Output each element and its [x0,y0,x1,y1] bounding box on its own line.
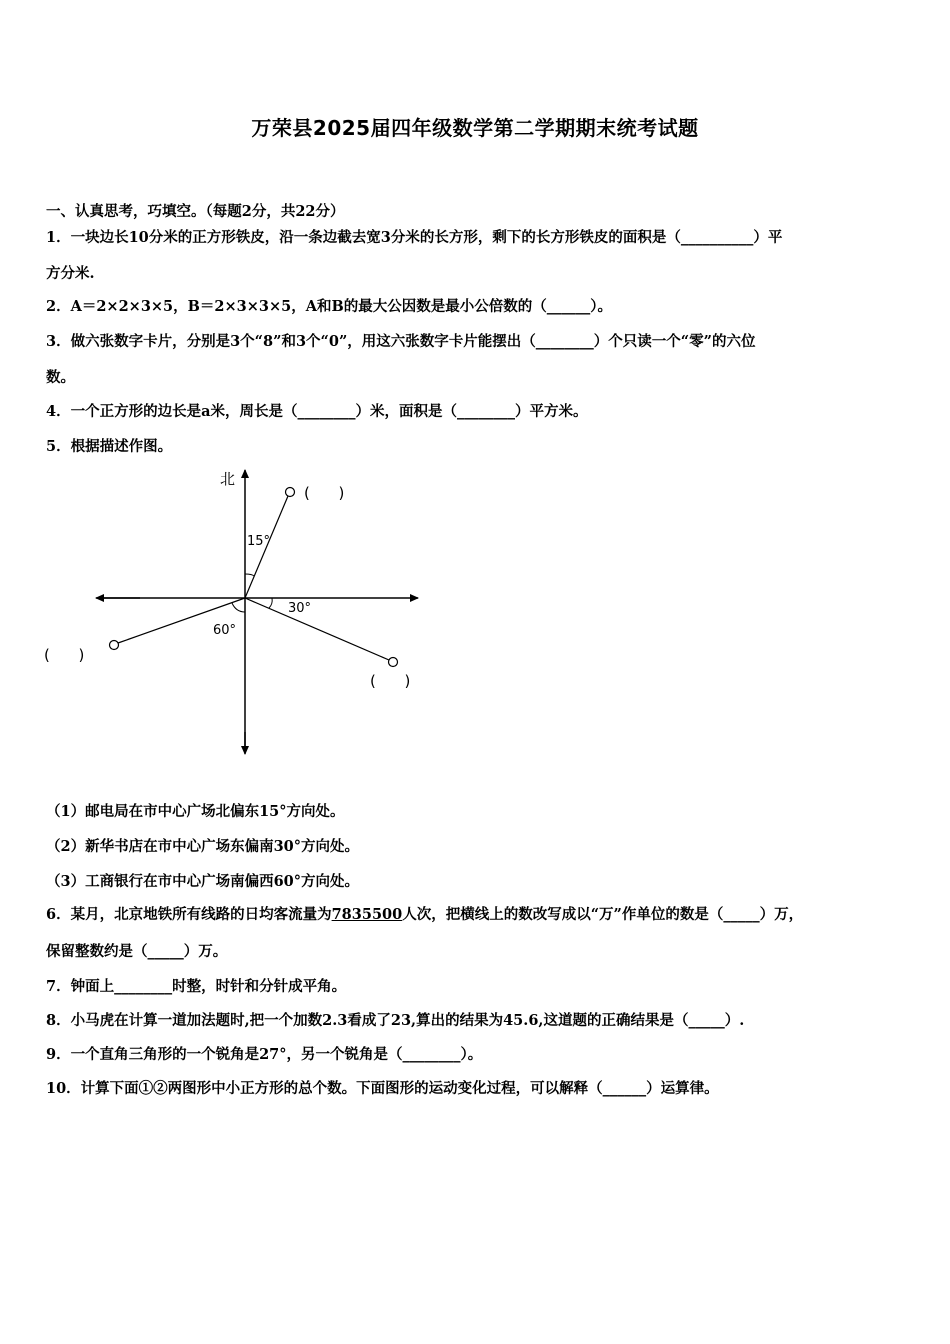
question-7: 7．钟面上________时整，时针和分针成平角。 [46,978,347,995]
question-1-line-1: 1．一块边长10分米的正方形铁皮，沿一条边截去宽3分米的长方形，剩下的长方形铁皮的面积是（__________）平 [46,229,783,246]
blank-north-east: ( ) [304,484,345,502]
angle-label-60: 60° [213,623,237,638]
question-3-line-2: 数。 [46,369,75,386]
question-5-item-3: （3）工商银行在市中心广场南偏西60°方向处。 [46,873,360,890]
question-6-line-1 [46,905,803,925]
question-2: 2．A＝2×2×3×5，B＝2×3×3×5，A和B的最大公因数是最小公倍数的（______）。 [46,298,612,315]
question-8: 8．小马虎在计算一道加法题时,把一个加数2.3看成了23,算出的结果为45.6,这道题的正确结果是（_____）. [46,1012,745,1029]
page-title: 万荣县2025届四年级数学第二学期期末统考试题 [251,116,699,140]
question-5-item-1: （1）邮电局在市中心广场北偏东15°方向处。 [46,803,345,820]
angle-arc-60 [232,603,245,612]
section-heading: 一、认真思考，巧填空。（每题2分，共22分） [46,203,345,220]
question-3-line-1: 3．做六张数字卡片，分别是3个“8”和3个“0”，用这六张数字卡片能摆出（________）个只读一个“零”的六位 [46,333,756,350]
angle-label-15: 15° [247,534,271,549]
question-10: 10．计算下面①②两图形中小正方形的总个数。下面图形的运动变化过程，可以解释（______）运算律。 [46,1080,719,1097]
angle-arc-15 [245,574,254,576]
ray-east-south [245,598,389,660]
angle-label-30: 30° [288,601,312,616]
question-4: 4．一个正方形的边长是a米，周长是（________）米，面积是（________）平方米。 [46,403,588,420]
question-6-line-2: 保留整数约是（_____）万。 [46,943,228,960]
north-label: 北 [220,470,236,488]
angle-arc-30 [269,598,272,608]
point-south-west [110,641,119,650]
point-east-south [389,658,398,667]
question-1-line-2: 方分米. [46,265,95,282]
blank-east-south: ( ) [370,672,411,690]
point-north-east [286,488,295,497]
question-5: 5．根据描述作图。 [46,438,173,455]
question-9: 9．一个直角三角形的一个锐角是27°，另一个锐角是（________）。 [46,1046,483,1063]
question-6-prefix: 6．某月，北京地铁所有线路的日均客流量为 [46,906,332,923]
direction-diagram [40,462,460,762]
question-6-suffix: 人次，把横线上的数改写成以“万”作单位的数是（_____）万， [402,906,804,923]
question-6-number: 7835500 [331,906,403,923]
question-5-item-2: （2）新华书店在市中心广场东偏南30°方向处。 [46,838,360,855]
blank-south-west: ( ) [44,646,85,664]
